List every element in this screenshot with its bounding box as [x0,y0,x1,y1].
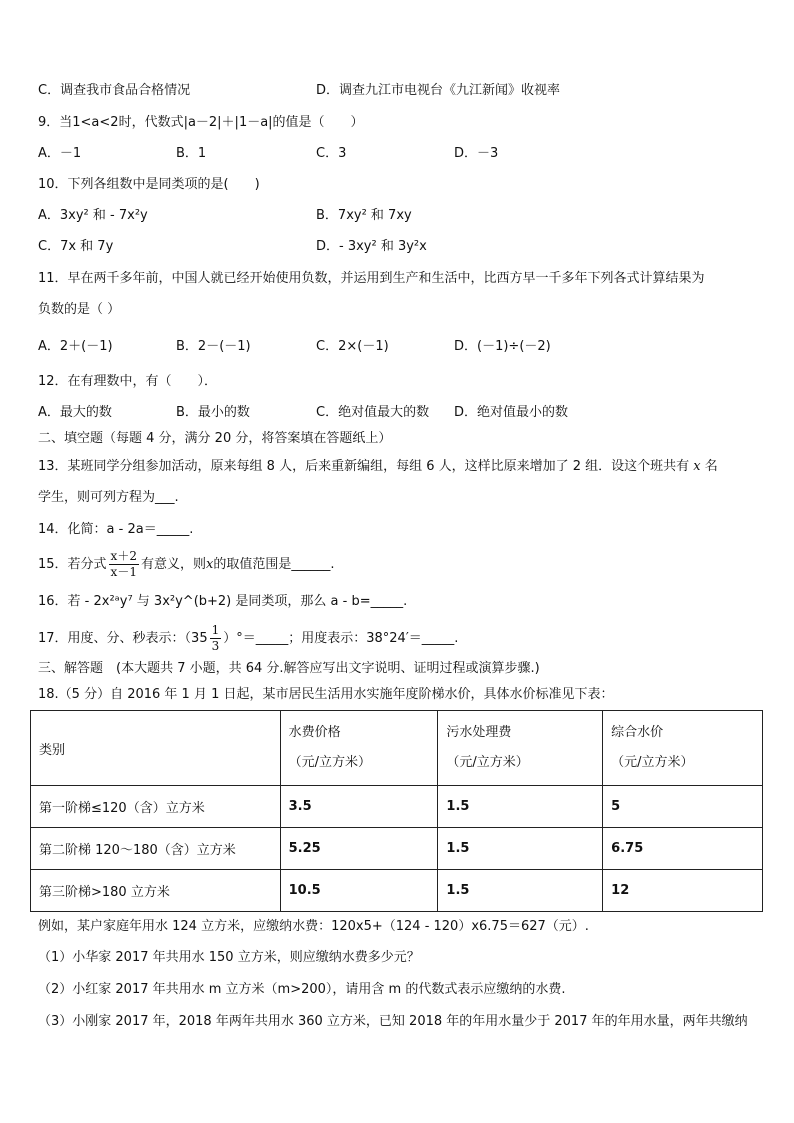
q9-option-a: A．－1 [38,146,82,161]
section-fill-in-heading: 二、填空题（每题 4 分，满分 20 分，将答案填在答题纸上） [38,431,392,446]
q10-option-a: A．3xy² 和 - 7x²y [38,208,148,223]
q12-option-a: A．最大的数 [38,405,112,420]
q15 [38,545,334,585]
q12-option-d: D．绝对值最小的数 [454,405,569,420]
q18-stem: 18.（5 分）自 2016 年 1 月 1 日起，某市居民生活用水实施年度阶梯水价，具体水价标准见下表： [38,687,614,702]
q17-denominator: 3 [211,639,220,653]
q10-stem: 10．下列各组数中是同类项的是( ) [38,177,260,192]
q18-example: 例如，某户家庭年用水 124 立方米，应缴纳水费：120x5+（124 - 120）x6.75＝627（元）. [38,919,589,934]
table-cell: 5 [603,786,763,828]
q15-text-c: 的取值范围是______. [213,557,335,572]
q17 [38,619,458,659]
q17-numerator: 1 [211,623,220,637]
q15-fraction [109,549,139,580]
q15-text-b: 有意义，则 [140,557,206,572]
q8-option-d: D．调查九江市电视台《九江新闻》收视率 [316,83,561,98]
q12-option-c: C．绝对值最大的数 [316,405,430,420]
table-cell: 1.5 [438,870,603,912]
table-cell: 3.5 [280,786,438,828]
table-header-cell [31,711,281,786]
section-answer-heading: 三、解答题 (本大题共 7 小题，共 64 分.解答应写出文字说明、证明过程或演算步骤.) [38,661,540,676]
q11-option-b: B．2－(－1) [176,339,251,354]
table-row [31,786,763,828]
q13-text-b: 名 [700,459,718,474]
water-price-table [30,710,763,912]
q12-stem: 12．在有理数中，有（ ）． [38,374,218,389]
table-cell: 6.75 [603,828,763,870]
q14: 14．化简：a - 2a＝_____. [38,522,194,537]
table-cell: 5.25 [280,828,438,870]
table-row [31,870,763,912]
q11-option-a: A．2＋(－1) [38,339,113,354]
table-cell: 1.5 [438,828,603,870]
table-cell: 12 [603,870,763,912]
q13-variable: x [693,459,701,474]
table-header-cell [438,711,603,786]
q17-text-b: ）°＝_____；用度表示：38°24′＝_____. [223,631,459,646]
q9-option-b: B．1 [176,146,207,161]
table-row [31,828,763,870]
q10-option-d: D．- 3xy² 和 3y²x [316,239,427,254]
q11-stem-line1: 11．早在两千多年前，中国人就已经开始使用负数，并运用到生产和生活中，比西方早一千多年下列各式计算结果为 [38,271,705,286]
q13-line1 [38,458,718,476]
q9-option-d: D．－3 [454,146,499,161]
table-header-cell [280,711,438,786]
q11-option-c: C．2×(－1) [316,339,389,354]
q13-line2: 学生，则可列方程为___. [38,490,179,505]
q8-option-c: C．调查我市食品合格情况 [38,83,191,98]
q9-option-c: C．3 [316,146,347,161]
q15-variable: x [205,557,214,572]
table-cell: 第三阶梯>180 立方米 [31,870,281,912]
table-cell: 1.5 [438,786,603,828]
header-unit: （元/立方米） [446,755,529,770]
q18-sub3: （3）小刚家 2017 年，2018 年两年共用水 360 立方米，已知 2018 年的年用水量少于 2017 年的年用水量，两年共缴纳 [38,1014,748,1029]
header-label: 类别 [39,742,66,758]
header-unit: （元/立方米） [288,755,372,770]
header-label: 水费价格 [288,725,341,740]
q15-numerator: x＋2 [110,549,137,563]
header-label: 综合水价 [611,725,664,740]
q13-text-a: 13．某班同学分组参加活动，原来每组 8 人，后来重新编组，每组 6 人，这样比原来增加了 2 组．设这个班共有 [38,459,694,474]
q11-stem-line2: 负数的是（ ） [38,302,121,317]
q15-text-a: 15．若分式 [38,557,107,572]
q17-fraction [210,623,222,654]
q16: 16．若 - 2x²ᵃy⁷ 与 3x²y^(b+2) 是同类项，那么 a - b=_____. [38,594,408,609]
table-header-row [31,711,763,786]
q18-sub2: （2）小红家 2017 年共用水 m 立方米（m>200），请用含 m 的代数式表示应缴纳的水费. [38,982,566,997]
q10-option-c: C．7x 和 7y [38,239,114,254]
header-label: 污水处理费 [446,725,512,740]
q9-stem: 9．当1<a<2时，代数式|a－2|＋|1－a|的值是（ ） [38,115,364,130]
table-header-cell [603,711,763,786]
table-cell: 第二阶梯 120～180（含）立方米 [31,828,281,870]
header-unit: （元/立方米） [611,755,694,770]
q15-denominator: x－1 [110,565,137,579]
table-cell: 第一阶梯≤120（含）立方米 [31,786,281,828]
table-cell: 10.5 [280,870,438,912]
q11-option-d: D．(－1)÷(－2) [454,339,551,354]
q10-option-b: B．7xy² 和 7xy [316,208,412,223]
q12-option-b: B．最小的数 [176,405,250,420]
q17-text-a: 17．用度、分、秒表示：（35 [38,631,208,646]
q18-sub1: （1）小华家 2017 年共用水 150 立方米，则应缴纳水费多少元？ [38,950,420,965]
